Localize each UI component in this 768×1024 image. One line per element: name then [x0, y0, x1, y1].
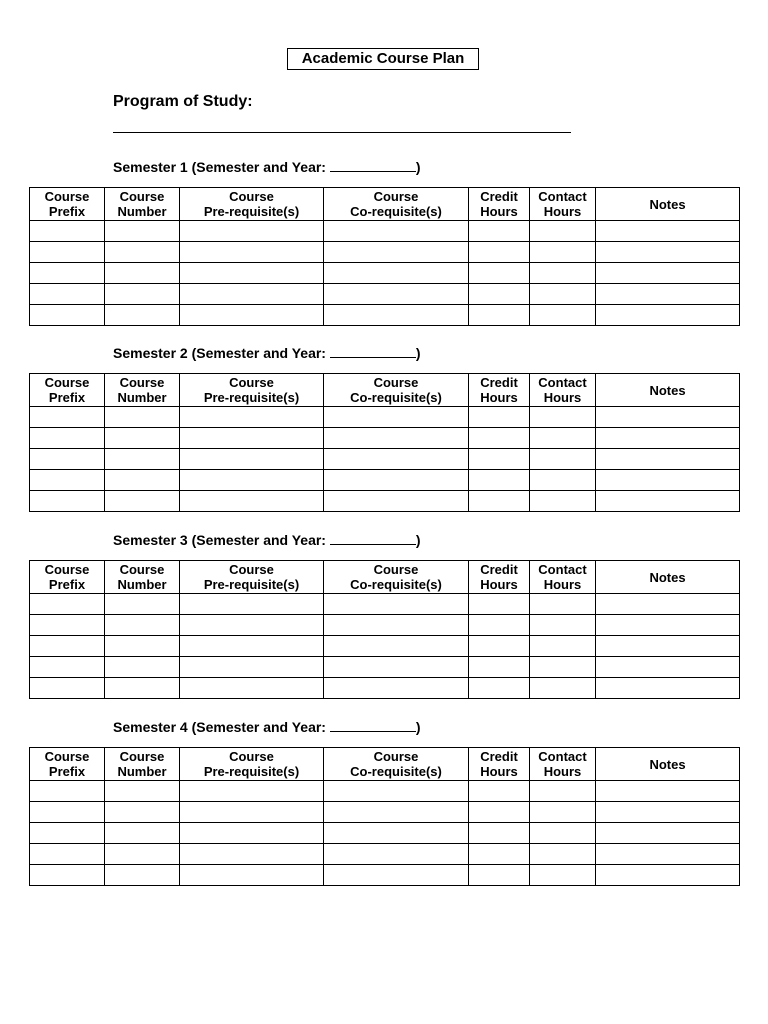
column-header-line1: Credit	[480, 562, 518, 577]
table-cell[interactable]	[180, 594, 324, 615]
table-cell[interactable]	[180, 657, 324, 678]
table-cell[interactable]	[530, 865, 596, 886]
table-cell[interactable]	[530, 263, 596, 284]
table-cell[interactable]	[324, 407, 469, 428]
table-cell[interactable]	[30, 802, 105, 823]
table-cell[interactable]	[324, 823, 469, 844]
semester-heading-close: )	[415, 719, 421, 735]
semester-heading	[113, 719, 421, 735]
table-cell[interactable]	[180, 844, 324, 865]
column-header-line2: Co-requisite(s)	[350, 764, 442, 779]
table-cell[interactable]	[530, 844, 596, 865]
document-title: Academic Course Plan	[287, 48, 479, 70]
table-cell[interactable]	[324, 449, 469, 470]
table-cell[interactable]	[30, 781, 105, 802]
semester-heading	[113, 532, 421, 548]
table-cell[interactable]	[530, 305, 596, 326]
table-cell[interactable]	[469, 823, 530, 844]
column-header-line1: Contact	[538, 749, 587, 764]
table-row	[30, 284, 740, 305]
table-cell[interactable]	[596, 221, 740, 242]
column-header-line2: Hours	[543, 390, 582, 405]
column-header	[30, 374, 105, 407]
table-cell[interactable]	[530, 428, 596, 449]
table-cell[interactable]	[596, 636, 740, 657]
column-header-line1: Course	[373, 375, 419, 390]
table-cell[interactable]	[469, 305, 530, 326]
table-header-row	[30, 561, 740, 594]
table-cell[interactable]	[596, 844, 740, 865]
table-cell[interactable]	[596, 242, 740, 263]
table-cell[interactable]	[105, 802, 180, 823]
column-header	[469, 748, 530, 781]
semester-year-blank[interactable]	[330, 719, 416, 732]
table-cell[interactable]	[105, 221, 180, 242]
table-row	[30, 615, 740, 636]
semester-heading-close: )	[415, 159, 421, 175]
table-cell[interactable]	[180, 263, 324, 284]
column-header-line1: Notes	[649, 569, 686, 585]
table-cell[interactable]	[324, 284, 469, 305]
column-header-line2: Co-requisite(s)	[350, 577, 442, 592]
table-cell[interactable]	[530, 470, 596, 491]
column-header-line2: Prefix	[48, 204, 86, 219]
column-header-line1: Course	[229, 562, 274, 577]
table-cell[interactable]	[30, 449, 105, 470]
column-header-line1: Course	[229, 189, 274, 204]
column-header-line1: Course	[44, 749, 90, 764]
table-cell[interactable]	[324, 428, 469, 449]
table-cell[interactable]	[30, 305, 105, 326]
column-header	[180, 188, 324, 221]
column-header-line2: Hours	[480, 390, 518, 405]
table-cell[interactable]	[596, 284, 740, 305]
semester-heading-close: )	[415, 532, 421, 548]
semester-year-blank[interactable]	[330, 345, 416, 358]
table-cell[interactable]	[180, 428, 324, 449]
table-cell[interactable]	[180, 865, 324, 886]
table-cell[interactable]	[180, 491, 324, 512]
table-cell[interactable]	[30, 407, 105, 428]
table-cell[interactable]	[469, 407, 530, 428]
column-header-line1: Course	[373, 562, 419, 577]
column-header	[469, 561, 530, 594]
program-of-study-label: Program of Study:	[113, 93, 253, 110]
table-cell[interactable]	[30, 865, 105, 886]
table-cell[interactable]	[180, 781, 324, 802]
table-cell[interactable]	[30, 844, 105, 865]
table-cell[interactable]	[105, 657, 180, 678]
column-header-line1: Notes	[649, 196, 686, 212]
column-header-line1: Credit	[480, 189, 518, 204]
semester-course-table	[29, 373, 740, 512]
semester-heading-label: Semester 2 (Semester and Year:	[113, 345, 330, 361]
column-header-line1: Course	[119, 375, 165, 390]
table-cell[interactable]	[596, 802, 740, 823]
table-cell[interactable]	[180, 242, 324, 263]
table-cell[interactable]	[105, 263, 180, 284]
column-header-line1: Course	[44, 562, 90, 577]
column-header-line2: Prefix	[48, 390, 86, 405]
table-cell[interactable]	[469, 242, 530, 263]
table-cell[interactable]	[105, 284, 180, 305]
table-cell[interactable]	[105, 865, 180, 886]
table-cell[interactable]	[469, 470, 530, 491]
column-header-line2: Pre-requisite(s)	[203, 204, 300, 219]
table-cell[interactable]	[530, 636, 596, 657]
table-cell[interactable]	[30, 263, 105, 284]
table-cell[interactable]	[324, 636, 469, 657]
table-cell[interactable]	[180, 678, 324, 699]
table-row	[30, 636, 740, 657]
table-cell[interactable]	[30, 242, 105, 263]
table-cell[interactable]	[530, 491, 596, 512]
column-header	[469, 374, 530, 407]
column-header	[530, 374, 596, 407]
column-header	[30, 561, 105, 594]
table-row	[30, 823, 740, 844]
table-cell[interactable]	[596, 865, 740, 886]
table-cell[interactable]	[530, 284, 596, 305]
column-header-line2: Hours	[543, 204, 582, 219]
table-row	[30, 802, 740, 823]
table-cell[interactable]	[530, 449, 596, 470]
table-cell[interactable]	[30, 636, 105, 657]
table-row	[30, 657, 740, 678]
column-header	[105, 748, 180, 781]
table-cell[interactable]	[30, 615, 105, 636]
table-cell[interactable]	[469, 678, 530, 699]
column-header-line1: Course	[119, 189, 165, 204]
table-row	[30, 844, 740, 865]
table-cell[interactable]	[596, 657, 740, 678]
column-header-line1: Course	[119, 749, 165, 764]
column-header-line2: Hours	[480, 577, 518, 592]
column-header-line2: Hours	[480, 204, 518, 219]
table-cell[interactable]	[324, 242, 469, 263]
table-row	[30, 865, 740, 886]
table-cell[interactable]	[596, 449, 740, 470]
table-cell[interactable]	[105, 428, 180, 449]
table-cell[interactable]	[105, 470, 180, 491]
table-cell[interactable]	[530, 615, 596, 636]
table-cell[interactable]	[596, 407, 740, 428]
table-cell[interactable]	[596, 428, 740, 449]
table-cell[interactable]	[596, 823, 740, 844]
column-header-line1: Course	[373, 749, 419, 764]
table-cell[interactable]	[105, 823, 180, 844]
column-header-line1: Contact	[538, 375, 587, 390]
column-header	[180, 561, 324, 594]
semester-heading	[113, 345, 421, 361]
semester-course-table	[29, 560, 740, 699]
table-cell[interactable]	[596, 781, 740, 802]
table-cell[interactable]	[324, 844, 469, 865]
table-cell[interactable]	[469, 802, 530, 823]
table-cell[interactable]	[324, 263, 469, 284]
column-header-line2: Number	[117, 764, 167, 779]
table-cell[interactable]	[30, 823, 105, 844]
table-header-row	[30, 748, 740, 781]
column-header	[596, 748, 740, 781]
table-cell[interactable]	[530, 823, 596, 844]
column-header	[324, 561, 469, 594]
table-cell[interactable]	[469, 615, 530, 636]
table-cell[interactable]	[180, 636, 324, 657]
table-cell[interactable]	[105, 844, 180, 865]
table-cell[interactable]	[180, 823, 324, 844]
table-cell[interactable]	[324, 781, 469, 802]
table-cell[interactable]	[596, 305, 740, 326]
table-cell[interactable]	[324, 305, 469, 326]
table-cell[interactable]	[530, 594, 596, 615]
column-header	[105, 561, 180, 594]
column-header-line1: Notes	[649, 756, 686, 772]
column-header-line2: Number	[117, 390, 167, 405]
table-header-row	[30, 374, 740, 407]
column-header	[30, 748, 105, 781]
table-cell[interactable]	[469, 636, 530, 657]
table-cell[interactable]	[105, 449, 180, 470]
table-cell[interactable]	[324, 615, 469, 636]
table-cell[interactable]	[596, 678, 740, 699]
column-header-line1: Credit	[480, 749, 518, 764]
column-header-line1: Course	[373, 189, 419, 204]
column-header-line1: Course	[119, 562, 165, 577]
semester-year-blank[interactable]	[330, 532, 416, 545]
table-cell[interactable]	[596, 263, 740, 284]
table-cell[interactable]	[469, 844, 530, 865]
table-cell[interactable]	[530, 781, 596, 802]
table-cell[interactable]	[180, 449, 324, 470]
semester-heading-label: Semester 3 (Semester and Year:	[113, 532, 330, 548]
column-header	[530, 561, 596, 594]
column-header-line2: Prefix	[48, 764, 86, 779]
table-cell[interactable]	[469, 657, 530, 678]
table-cell[interactable]	[469, 594, 530, 615]
table-cell[interactable]	[30, 470, 105, 491]
table-cell[interactable]	[530, 407, 596, 428]
table-header-row	[30, 188, 740, 221]
column-header	[30, 188, 105, 221]
table-cell[interactable]	[530, 657, 596, 678]
column-header	[180, 374, 324, 407]
column-header-line2: Pre-requisite(s)	[203, 764, 300, 779]
column-header	[530, 748, 596, 781]
semester-heading-close: )	[415, 345, 421, 361]
column-header	[469, 188, 530, 221]
table-cell[interactable]	[180, 305, 324, 326]
table-cell[interactable]	[469, 428, 530, 449]
table-row	[30, 491, 740, 512]
column-header-line2: Number	[117, 204, 167, 219]
table-cell[interactable]	[324, 221, 469, 242]
column-header-line2: Number	[117, 577, 167, 592]
table-cell[interactable]	[469, 284, 530, 305]
table-cell[interactable]	[324, 594, 469, 615]
column-header-line2: Prefix	[48, 577, 86, 592]
table-cell[interactable]	[105, 491, 180, 512]
table-cell[interactable]	[469, 449, 530, 470]
table-row	[30, 428, 740, 449]
table-cell[interactable]	[30, 221, 105, 242]
table-cell[interactable]	[105, 781, 180, 802]
table-cell[interactable]	[105, 407, 180, 428]
table-cell[interactable]	[324, 657, 469, 678]
program-of-study-blank-line[interactable]	[113, 132, 571, 133]
table-row	[30, 263, 740, 284]
table-row	[30, 781, 740, 802]
table-cell[interactable]	[180, 470, 324, 491]
column-header	[180, 748, 324, 781]
table-cell[interactable]	[105, 678, 180, 699]
column-header	[596, 561, 740, 594]
table-cell[interactable]	[596, 594, 740, 615]
semester-course-table	[29, 747, 740, 886]
column-header	[324, 748, 469, 781]
table-cell[interactable]	[30, 657, 105, 678]
column-header	[105, 188, 180, 221]
column-header	[530, 188, 596, 221]
table-row	[30, 470, 740, 491]
semester-heading-label: Semester 4 (Semester and Year:	[113, 719, 330, 735]
table-row	[30, 221, 740, 242]
table-cell[interactable]	[30, 428, 105, 449]
column-header-line1: Course	[229, 749, 274, 764]
column-header-line1: Contact	[538, 189, 587, 204]
table-cell[interactable]	[324, 491, 469, 512]
table-cell[interactable]	[469, 865, 530, 886]
semester-heading-label: Semester 1 (Semester and Year:	[113, 159, 330, 175]
table-cell[interactable]	[105, 305, 180, 326]
column-header-line1: Course	[44, 375, 90, 390]
table-cell[interactable]	[180, 284, 324, 305]
column-header-line1: Notes	[649, 382, 686, 398]
table-cell[interactable]	[324, 678, 469, 699]
semester-course-table	[29, 187, 740, 326]
table-cell[interactable]	[30, 594, 105, 615]
table-cell[interactable]	[324, 865, 469, 886]
table-cell[interactable]	[180, 407, 324, 428]
column-header-line1: Contact	[538, 562, 587, 577]
table-cell[interactable]	[324, 470, 469, 491]
semester-heading	[113, 159, 421, 175]
table-cell[interactable]	[180, 802, 324, 823]
table-cell[interactable]	[30, 284, 105, 305]
column-header-line2: Hours	[543, 764, 582, 779]
column-header	[324, 374, 469, 407]
table-cell[interactable]	[469, 221, 530, 242]
table-cell[interactable]	[324, 802, 469, 823]
table-cell[interactable]	[30, 678, 105, 699]
column-header-line2: Pre-requisite(s)	[203, 577, 300, 592]
table-cell[interactable]	[530, 221, 596, 242]
column-header	[324, 188, 469, 221]
table-cell[interactable]	[596, 615, 740, 636]
column-header-line2: Hours	[543, 577, 582, 592]
column-header	[596, 374, 740, 407]
table-cell[interactable]	[469, 263, 530, 284]
table-cell[interactable]	[105, 615, 180, 636]
table-cell[interactable]	[180, 615, 324, 636]
column-header-line2: Hours	[480, 764, 518, 779]
table-row	[30, 678, 740, 699]
column-header-line1: Course	[44, 189, 90, 204]
table-cell[interactable]	[596, 470, 740, 491]
table-cell[interactable]	[530, 802, 596, 823]
table-cell[interactable]	[30, 491, 105, 512]
semester-year-blank[interactable]	[330, 159, 416, 172]
column-header-line1: Course	[229, 375, 274, 390]
table-cell[interactable]	[180, 221, 324, 242]
column-header	[105, 374, 180, 407]
table-row	[30, 594, 740, 615]
table-cell[interactable]	[530, 678, 596, 699]
column-header	[596, 188, 740, 221]
table-cell[interactable]	[469, 781, 530, 802]
column-header-line2: Co-requisite(s)	[350, 390, 442, 405]
column-header-line2: Pre-requisite(s)	[203, 390, 300, 405]
table-row	[30, 242, 740, 263]
table-cell[interactable]	[105, 242, 180, 263]
table-row	[30, 407, 740, 428]
table-cell[interactable]	[105, 636, 180, 657]
table-cell[interactable]	[469, 491, 530, 512]
table-row	[30, 449, 740, 470]
table-cell[interactable]	[596, 491, 740, 512]
column-header-line1: Credit	[480, 375, 518, 390]
table-row	[30, 305, 740, 326]
table-cell[interactable]	[530, 242, 596, 263]
table-cell[interactable]	[105, 594, 180, 615]
column-header-line2: Co-requisite(s)	[350, 204, 442, 219]
